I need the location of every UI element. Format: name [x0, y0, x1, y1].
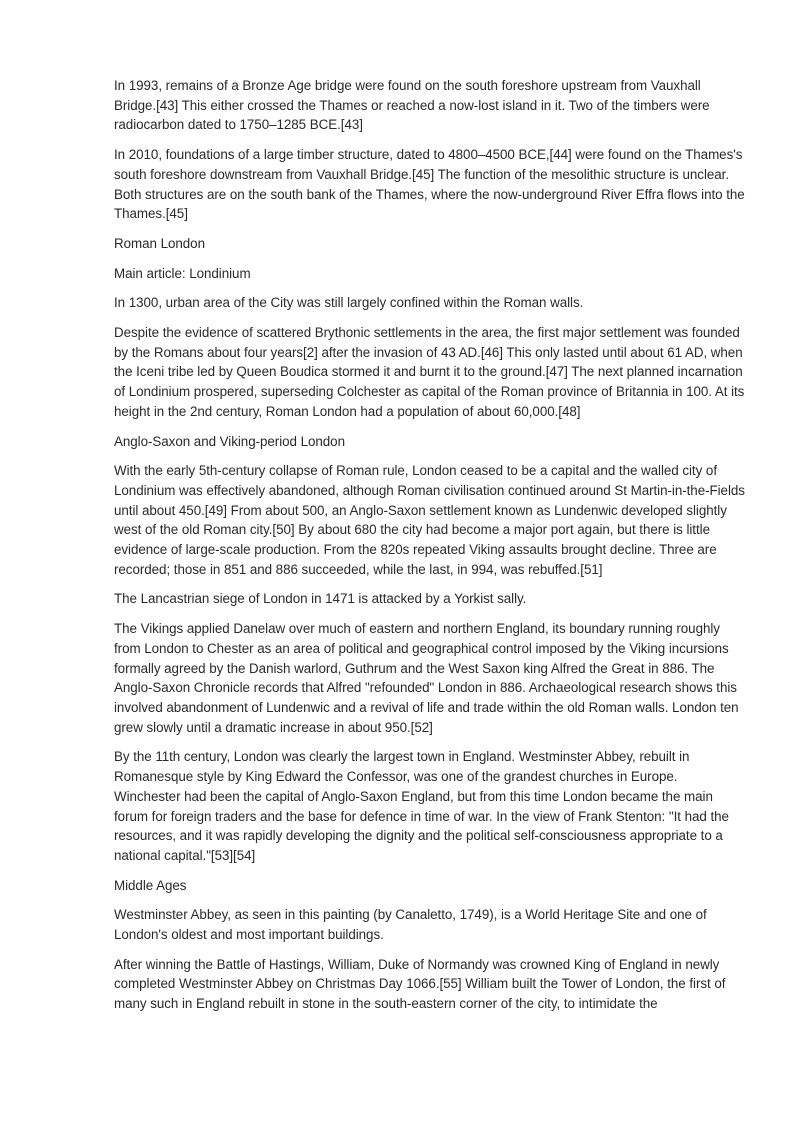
main-article-note: Main article: Londinium — [114, 265, 251, 281]
section-heading-roman-london: Roman London — [114, 235, 205, 251]
paragraph-lancastrian-siege: The Lancastrian siege of London in 1471 is attacked by a Yorkist sally. — [114, 591, 527, 607]
paragraph-roman-settlement: Despite the evidence of scattered Brythonic settlements in the area, the first major settlement was founded by the Romans about four years[2] after the invasion of 43 AD.[46] This only lasted until about 61 AD, when the Iceni tribe led by Queen Boudica stormed it and burnt it to the ground.[47] The next planned incarnation of Londinium prospered, superseding Colchester as capital of the Roman province of Britannia in 100. At its height in the 2nd century, Roman London had a population of about 60,000.[48] — [114, 325, 745, 419]
paragraph-11th-century: By the 11th century, London was clearly the largest town in England. Westminster Abbey, rebuilt in Romanesque style by King Edward the Confessor, was one of the grandest churches in Europe. Winchester had been the capital of Anglo-Saxon England, but from this time London became the main forum for foreign traders and the base for defence in time of war. In the view of Frank Stenton: "It had the resources, and it was rapidly developing the dignity and the political self-consciousness appropriate to a national capital."[53][54] — [114, 749, 729, 863]
paragraph-roman-collapse: With the early 5th-century collapse of Roman rule, London ceased to be a capital and the walled city of Londinium was effectively abandoned, although Roman civilisation continued around St Martin-in-the-Fields until about 450.[49] From about 500, an Anglo-Saxon settlement known as Lundenwic developed slightly west of the old Roman city.[50] By about 680 the city had become a major port again, but there is little evidence of large-scale production. From the 820s repeated Viking assaults brought decline. Three are recorded; those in 851 and 886 succeeded, while the last, in 994, was rebuffed.[51] — [114, 463, 745, 577]
paragraph-urban-area: In 1300, urban area of the City was still largely confined within the Roman walls. — [114, 295, 584, 311]
paragraph-danelaw: The Vikings applied Danelaw over much of eastern and northern England, its boundary running roughly from London to Chester as an area of political and geographical control imposed by the Viking incursions formally agreed by the Danish warlord, Guthrum and the West Saxon king Alfred the Great in 886. The Anglo-Saxon Chronicle records that Alfred "refounded" London in 886. Archaeological research shows this involved abandonment of Lundenwic and a revival of life and trade within the old Roman walls. London ten grew slowly until a dramatic increase in about 950.[52] — [114, 621, 739, 735]
section-heading-anglo-saxon: Anglo-Saxon and Viking-period London — [114, 433, 345, 449]
paragraph-bronze-age-bridge: In 1993, remains of a Bronze Age bridge were found on the south foreshore upstream from Vauxhall Bridge.[43] This either crossed the Thames or reached a now-lost island in it. Two of the timbers were radiocarbon dated to 1750–1285 BCE.[43] — [114, 78, 710, 133]
section-heading-middle-ages: Middle Ages — [114, 877, 187, 893]
document-page — [114, 76, 746, 1024]
paragraph-timber-structure: In 2010, foundations of a large timber structure, dated to 4800–4500 BCE,[44] were found on the Thames's south foreshore downstream from Vauxhall Bridge.[45] The function of the mesolithic structure is unclear. Both structures are on the south bank of the Thames, where the now-underground River Effra flows into the Thames.[45] — [114, 147, 745, 222]
paragraph-battle-of-hastings: After winning the Battle of Hastings, William, Duke of Normandy was crowned King of England in newly completed Westminster Abbey on Christmas Day 1066.[55] William built the Tower of London, the first of many such in England rebuilt in stone in the south-eastern corner of the city, to intimidate the — [114, 956, 726, 1012]
paragraph-westminster-abbey: Westminster Abbey, as seen in this painting (by Canaletto, 1749), is a World Heritage Site and one of London's oldest and most important buildings. — [114, 907, 707, 943]
